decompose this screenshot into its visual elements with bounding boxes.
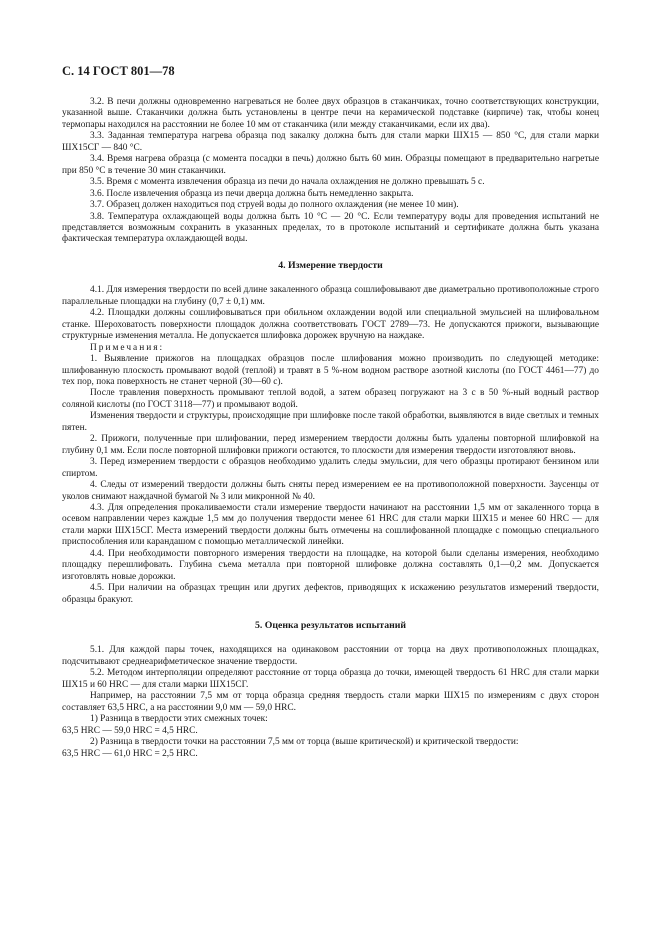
section-4-body <box>62 285 599 606</box>
paragraph-3-6: 3.6. После извлечения образца из печи дверца должна быть немедленно закрыта. <box>90 188 414 199</box>
paragraph-3-5: 3.5. Время с момента извлечения образца из печи до начала охлаждения не должно превышать 5 с. <box>90 177 485 188</box>
paragraph-3-2: 3.2. В печи должны одновременно нагреваться не более двух образцов в стаканчиках, точно соответствующих конструкции, указанной выше. Стаканчики должна быть установлены в центре печи на керамической подставке (кирпиче) так, чтобы конец термопары находился на расстоянии не более 10 мм от стаканчика (или между стаканчиками, если их два). <box>62 97 599 130</box>
paragraph-4-4: 4.4. При необходимости повторного измерения твердости на площадке, на которой были сделаны измерения, необходимо площадку перешлифовать. Глубина съема металла при повторной шлифовке должна составлять 0,1—0,2 мм. Допускается изготовлять новые дорожки. <box>62 548 599 582</box>
paragraph-5-1: 5.1. Для каждой пары точек, находящихся на одинаковом расстоянии от торца на двух противоположных площадках, подсчитывают среднеарифметическое значение твердости. <box>62 645 599 667</box>
paragraph-4-5: 4.5. При наличии на образцах трещин или других дефектов, приводящих к искажению результатов измерений твердости, образцы бракуют. <box>62 583 599 605</box>
step-1-formula: 63,5 HRC — 59,0 HRC = 4,5 HRC. <box>62 725 198 736</box>
section-5-title: 5. Оценка результатов испытаний <box>254 620 407 632</box>
paragraph-4-2: 4.2. Площадки должны сошлифовываться при обильном охлаждении водой или специальной эмульсией на шлифовальном станке. Шероховатость поверхности площадок должна соответствовать ГОСТ 2789—73. Не допускаются прижоги, вызывающие структурные изменения металла. Не допускается шлифовка дорожек вручную на наждаке. <box>62 308 599 342</box>
section-3-body <box>62 97 599 246</box>
paragraph-3-3: 3.3. Заданная температура нагрева образца под закалку должна быть для стали марки ШХ15 — 850 °С, для стали марки ШХ15СГ — 840 °С. <box>62 131 599 153</box>
paragraph-5-2: 5.2. Методом интерполяции определяют расстояние от торца образца до точки, имеющей твердость 61 HRC для стали марки ШХ15 и 60 HRC — для стали марки ШХ15СГ. <box>62 668 599 690</box>
note-1: 1. Выявление прижогов на площадках образцов после шлифования можно производить по следующей методике: шлифованную плоскость промывают водой (теплой) и травят в 5 %-ном водном растворе азотной кислоты (по ГОСТ 4461—77) до тех пор, пока поверхность не станет черной (30—60 с). <box>62 354 599 387</box>
step-2-label: 2) Разница в твердости точки на расстоянии 7,5 мм от торца (выше критической) и критической твердости: <box>90 737 519 748</box>
page-header: С. 14 ГОСТ 801—78 <box>62 64 175 78</box>
note-4: 4. Следы от измерений твердости должны быть сняты перед измерением ее на противоположной поверхности. Заусенцы от уколов снимают наждачной бумагой № 3 или микронной № 40. <box>62 480 599 502</box>
step-1-label: 1) Разница в твердости этих смежных точек: <box>90 714 268 725</box>
note-1-cont-a: После травления поверхность промывают теплой водой, а затем образец погружают на 3 с в 50 %-ный водный раствор соляной кислоты (по ГОСТ 3118—77) и промывают водой. <box>62 388 599 410</box>
section-5-body <box>62 645 599 760</box>
paragraph-3-4: 3.4. Время нагрева образца (с момента посадки в печь) должно быть 60 мин. Образцы помещают в предварительно нагретые при 850 °С в течение 30 мин стаканчики. <box>62 154 599 176</box>
note-1-cont-b: Изменения твердости и структуры, происходящие при шлифовке после такой обработки, выявляются в виде светлых и темных пятен. <box>62 411 599 433</box>
section-4-title: 4. Измерение твердости <box>278 259 383 271</box>
paragraph-4-3: 4.3. Для определения прокаливаемости стали измерение твердости начинают на расстоянии 1,5 мм от закаленного торца в осевом направлении через каждые 1,5 мм до получения твердости менее 61 HRC для стали марки ШХ15 и менее 60 HRC — для стали марки ШХ15СГ. Места измерений твердости должны быть отмечены на сошлифованной площадке с помощью специального приспособления или карандашом с помощью металлической линейки. <box>62 502 599 548</box>
notes-label-text: Примечания: <box>90 342 165 353</box>
paragraph-3-7: 3.7. Образец должен находиться под струей воды до полного охлаждения (не менее 10 мин). <box>90 200 459 211</box>
notes-label <box>62 343 599 354</box>
note-3: 3. Перед измерением твердости с образцов необходимо удалить следы эмульсии, для чего образцы протирают бензином или спиртом. <box>62 457 599 479</box>
paragraph-4-1: 4.1. Для измерения твердости по всей длине закаленного образца сошлифовывают две диаметрально противоположные строго параллельные площадки на глубину (0,7 ± 0,1) мм. <box>62 285 599 307</box>
note-2: 2. Прижоги, полученные при шлифовании, перед измерением твердости должны быть удалены повторной шлифовкой на глубину 0,1 мм. Если после повторной шлифовки прижоги остаются, то плоскости для измерения твердости изготовляют вновь. <box>62 434 599 456</box>
example-paragraph: Например, на расстоянии 7,5 мм от торца образца средняя твердость стали марки ШХ15 по измерениям с двух сторон составляет 63,5 HRC, а на расстоянии 9,0 мм — 59,0 HRC. <box>62 691 599 713</box>
paragraph-3-8: 3.8. Температура охлаждающей воды должна быть 10 °С — 20 °С. Если температуру воды для проведения испытаний не представляется возможным сохранить в указанных пределах, то в протоколе испытаний и сертификате должна быть указана фактическая температура охлаждающей воды. <box>62 211 599 245</box>
step-2-formula: 63,5 HRC — 61,0 HRC = 2,5 HRC. <box>62 748 198 759</box>
